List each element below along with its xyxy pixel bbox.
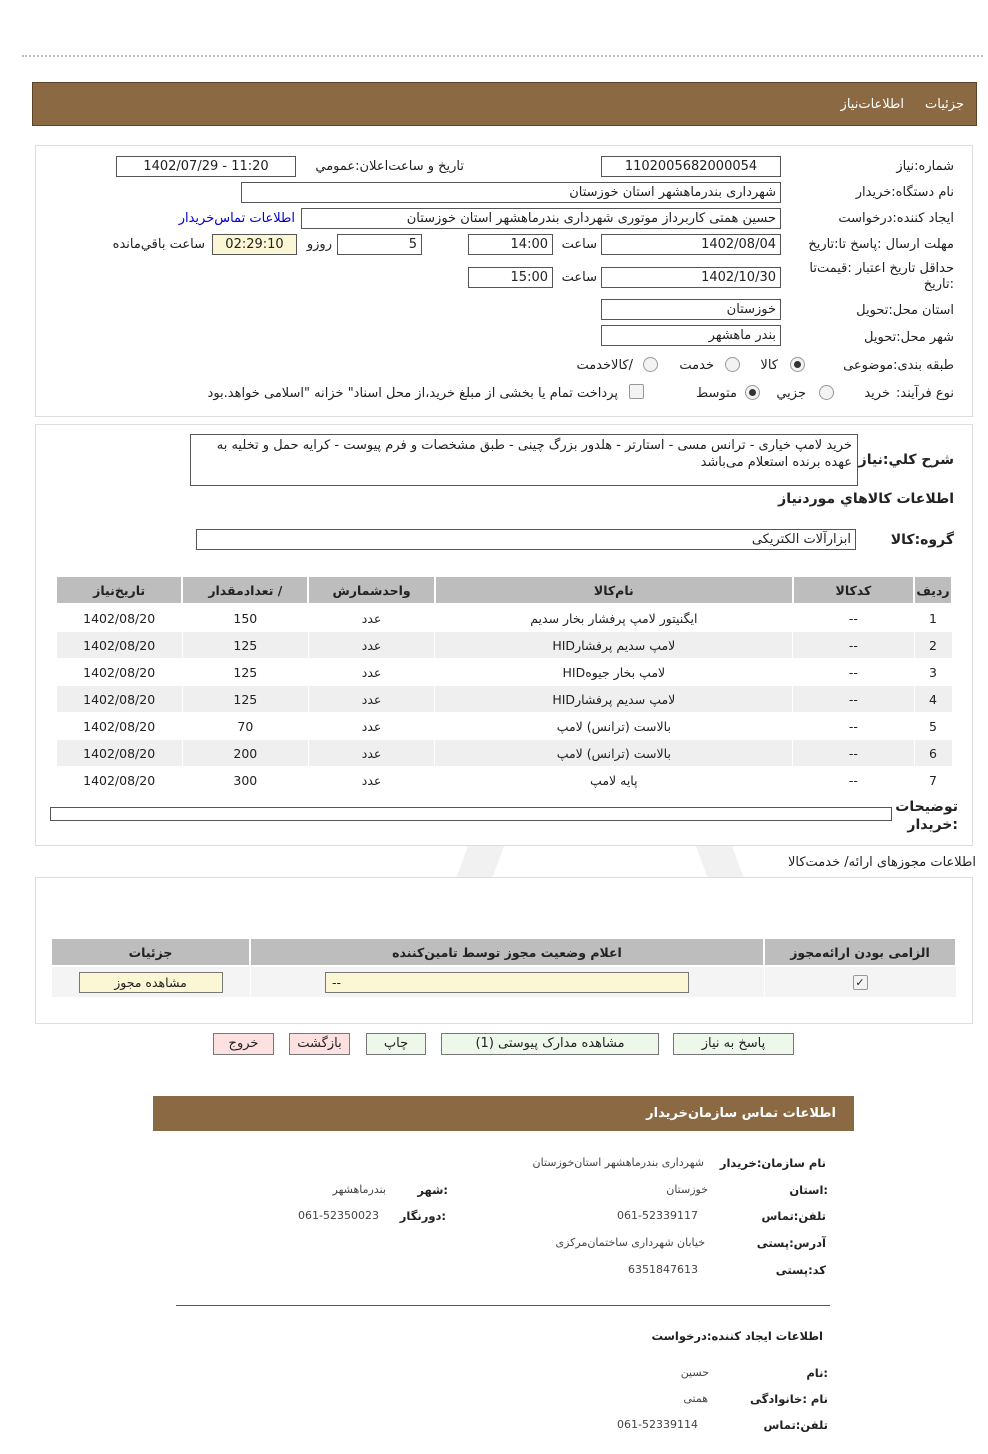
cell: 125 — [182, 686, 308, 713]
need-number-label: شماره:نیاز — [896, 159, 954, 174]
cell: 1402/08/20 — [56, 740, 182, 767]
page-header — [32, 82, 977, 126]
radio-medium[interactable] — [745, 385, 760, 400]
cell: ایگنیتور لامپ پرفشار بخار سدیم — [435, 604, 793, 632]
table-row — [56, 686, 952, 713]
contact-org-label: نام سازمان:خریدار — [719, 1156, 826, 1170]
cell: -- — [793, 767, 914, 794]
contact-postal-value: 6351847613 — [628, 1263, 698, 1276]
contact-title: اطلاعات تماس سازمان‌خریدار — [646, 1106, 836, 1121]
print-button[interactable]: چاپ — [366, 1033, 426, 1055]
treasury-checkbox[interactable] — [629, 384, 644, 399]
cell: عدد — [308, 659, 434, 686]
cell: -- — [793, 686, 914, 713]
creator-name-value: حسین — [680, 1366, 709, 1379]
cell: لامپ سدیم پرفشارHID — [435, 632, 793, 659]
deadline-date-field: 1402/08/04 — [601, 234, 781, 255]
licenses-table — [50, 937, 957, 998]
cell: -- — [793, 632, 914, 659]
top-divider — [22, 55, 983, 57]
table-row — [56, 632, 952, 659]
table-row — [56, 604, 952, 632]
province-label: استان محل:تحویل — [856, 303, 954, 318]
radio-goods[interactable] — [790, 357, 805, 372]
creator-label: ایجاد کننده:درخواست — [838, 211, 954, 226]
announce-field: 1402/07/29 - 11:20 — [116, 156, 296, 177]
contact-phone-value: 061-52339117 — [617, 1209, 698, 1222]
province-field: خوزستان — [601, 299, 781, 320]
radio-service-label: خدمت — [679, 358, 714, 373]
validity-time-field: 15:00 — [468, 267, 553, 288]
cell: 200 — [182, 740, 308, 767]
deadline-label: مهلت ارسال :پاسخ تا:تاریخ — [808, 237, 954, 252]
deadline-time-label: ساعت — [561, 237, 597, 252]
col-name: نام‌کالا — [435, 576, 793, 604]
status-field: -- — [325, 972, 689, 993]
buyer-notes-label-2: :خریدار — [907, 817, 958, 833]
radio-partial-label: جزيي — [776, 386, 806, 401]
validity-label: حداقل تاریخ اعتبار :قیمت‌تا — [809, 261, 954, 276]
cell: عدد — [308, 713, 434, 740]
cell: 6 — [914, 740, 952, 767]
details-cell — [51, 966, 250, 998]
items-table — [55, 575, 953, 794]
cell: 1402/08/20 — [56, 686, 182, 713]
radio-goods-label: کالا — [760, 358, 778, 373]
view-license-button[interactable]: مشاهده مجوز — [79, 972, 223, 993]
required-cell — [764, 966, 956, 998]
buyer-org-field: شهرداری بندرماهشهر استان خوزستان — [241, 182, 781, 203]
cell: 4 — [914, 686, 952, 713]
contact-address-label: آدرس:پستی — [756, 1236, 826, 1250]
contact-postal-label: کد:پستی — [775, 1263, 826, 1277]
process-type: خرید — [864, 386, 890, 401]
contact-province-label: :استان — [789, 1183, 828, 1197]
col-code: کدکالا — [793, 576, 914, 604]
back-button[interactable]: بازگشت — [289, 1033, 350, 1055]
cell: 70 — [182, 713, 308, 740]
creator-family-value: همتی — [683, 1392, 708, 1405]
goods-group-field: ابزارآلات الکتریکی — [196, 529, 856, 550]
tab-need-info[interactable]: اطلاعات‌نیاز — [840, 97, 904, 112]
cell: 3 — [914, 659, 952, 686]
radio-goods-service[interactable] — [643, 357, 658, 372]
table-row — [56, 740, 952, 767]
buyer-notes-label: توضیحات — [895, 799, 958, 815]
validity-time-label: ساعت — [561, 270, 597, 285]
creator-field: حسین همتی کاربرداز موتوری شهرداری بندرماهشهر استان خوزستان — [301, 208, 781, 229]
cell: -- — [793, 659, 914, 686]
table-row — [56, 659, 952, 686]
cell: عدد — [308, 686, 434, 713]
goods-info-label: اطلاعات کالاهاي موردنیاز — [778, 491, 954, 507]
col-required: الزامی بودن ارائه‌مجوز — [764, 938, 956, 966]
summary-text: خرید لامپ خیاری - ترانس مسی - استارتر - هلدور بزرگ چینی - طبق مشخصات و فرم پیوست - کرایه حمل و تخلیه به عهده برنده استعلام می‌باشد — [190, 434, 858, 486]
need-number-field: 1102005682000054 — [601, 156, 781, 177]
table-row — [56, 713, 952, 740]
cell: لامپ سدیم پرفشارHID — [435, 686, 793, 713]
creator-phone-label: تلفن:تماس — [763, 1418, 828, 1432]
buyer-contact-link[interactable]: اطلاعات تماس‌خریدار — [178, 211, 295, 226]
buyer-org-label: نام دستگاه:خریدار — [855, 185, 954, 200]
announce-label: تاریخ و ساعت‌اعلان:عمومي — [315, 159, 464, 174]
col-qty: / تعدادمقدار — [182, 576, 308, 604]
cell: -- — [793, 713, 914, 740]
creator-info-title: اطلاعات ایجاد کننده:درخواست — [651, 1329, 823, 1343]
items-header-row — [56, 576, 952, 604]
col-date: تاریخ‌نیاز — [56, 576, 182, 604]
cell: 1402/08/20 — [56, 713, 182, 740]
col-details: جزئیات — [51, 938, 250, 966]
remaining-label: ساعت باقي‌مانده — [112, 237, 205, 252]
buyer-notes-field — [50, 807, 892, 821]
radio-service[interactable] — [725, 357, 740, 372]
cell: 7 — [914, 767, 952, 794]
col-unit: واحدشمارش — [308, 576, 434, 604]
city-label: شهر محل:تحویل — [864, 330, 954, 345]
days-label: روزو — [306, 237, 332, 252]
reply-button[interactable]: پاسخ به نیاز — [673, 1033, 794, 1055]
cell: 125 — [182, 632, 308, 659]
licenses-header-row — [51, 938, 956, 966]
cell: 1402/08/20 — [56, 767, 182, 794]
cell: 300 — [182, 767, 308, 794]
summary-label: شرح کلي:نیاز — [858, 452, 954, 468]
exit-button[interactable]: خروج — [213, 1033, 274, 1055]
cell: 1 — [914, 604, 952, 632]
category-label: طبقه بندی:موضوعی — [843, 358, 954, 373]
cell: لامپ بخار جیوهHID — [435, 659, 793, 686]
validity-date-field: 1402/10/30 — [601, 267, 781, 288]
goods-group-label: گروه:کالا — [890, 532, 954, 548]
cell: بالاست (ترانس) لامپ — [435, 713, 793, 740]
process-label: نوع فرآیند: — [896, 386, 954, 401]
contact-phone-label: تلفن:تماس — [761, 1209, 826, 1223]
cell: -- — [793, 740, 914, 767]
required-checkbox[interactable]: ✓ — [853, 975, 868, 990]
contact-header — [153, 1096, 854, 1131]
creator-family-label: نام :خانوادگی — [750, 1392, 828, 1406]
cell: 1402/08/20 — [56, 604, 182, 632]
creator-phone-value: 061-52339114 — [617, 1418, 698, 1431]
table-row — [56, 767, 952, 794]
cell: 1402/08/20 — [56, 659, 182, 686]
radio-goods-service-label: /کالاخدمت — [576, 358, 633, 373]
cell: بالاست (ترانس) لامپ — [435, 740, 793, 767]
status-cell — [250, 966, 764, 998]
cell: 5 — [914, 713, 952, 740]
licenses-title: اطلاعات مجوزهای ارائه/ خدمت‌کالا — [787, 855, 976, 870]
cell: 2 — [914, 632, 952, 659]
remaining-time-field: 02:29:10 — [212, 234, 297, 255]
col-row: ردیف — [914, 576, 952, 604]
contact-address-value: خیابان شهرداری ساختمان‌مرکزی — [555, 1236, 705, 1249]
col-status: اعلام وضعیت مجوز توسط تامین‌کننده — [250, 938, 764, 966]
radio-medium-label: متوسط — [696, 386, 737, 401]
cell: عدد — [308, 767, 434, 794]
cell: 125 — [182, 659, 308, 686]
tab-details[interactable]: جزئیات — [925, 97, 964, 112]
contact-fax-value: 061-52350023 — [298, 1209, 379, 1222]
contact-city-label: :شهر — [417, 1183, 448, 1197]
contact-province-value: خوزستان — [666, 1183, 708, 1196]
cell: پایه لامپ — [435, 767, 793, 794]
attachments-button[interactable]: مشاهده مدارک پیوستی (1) — [441, 1033, 659, 1055]
contact-org-value: شهرداری بندرماهشهر استان‌خوزستان — [532, 1156, 704, 1169]
table-row — [51, 966, 956, 998]
contact-divider — [176, 1305, 830, 1306]
cell: 1402/08/20 — [56, 632, 182, 659]
radio-partial[interactable] — [819, 385, 834, 400]
city-field: بندر ماهشهر — [601, 325, 781, 346]
cell: -- — [793, 604, 914, 632]
contact-city-value: بندرماهشهر — [332, 1183, 386, 1196]
payment-note: پرداخت تمام یا بخشی از مبلغ خرید،از محل اسناد" خزانه "اسلامی خواهد.بود — [207, 386, 618, 401]
creator-name-label: :نام — [806, 1366, 828, 1380]
cell: 150 — [182, 604, 308, 632]
cell: عدد — [308, 740, 434, 767]
cell: عدد — [308, 632, 434, 659]
cell: عدد — [308, 604, 434, 632]
days-field: 5 — [337, 234, 422, 255]
validity-label-2: :تاریخ — [923, 277, 954, 292]
contact-fax-label: :دورنگار — [399, 1209, 446, 1223]
deadline-time-field: 14:00 — [468, 234, 553, 255]
